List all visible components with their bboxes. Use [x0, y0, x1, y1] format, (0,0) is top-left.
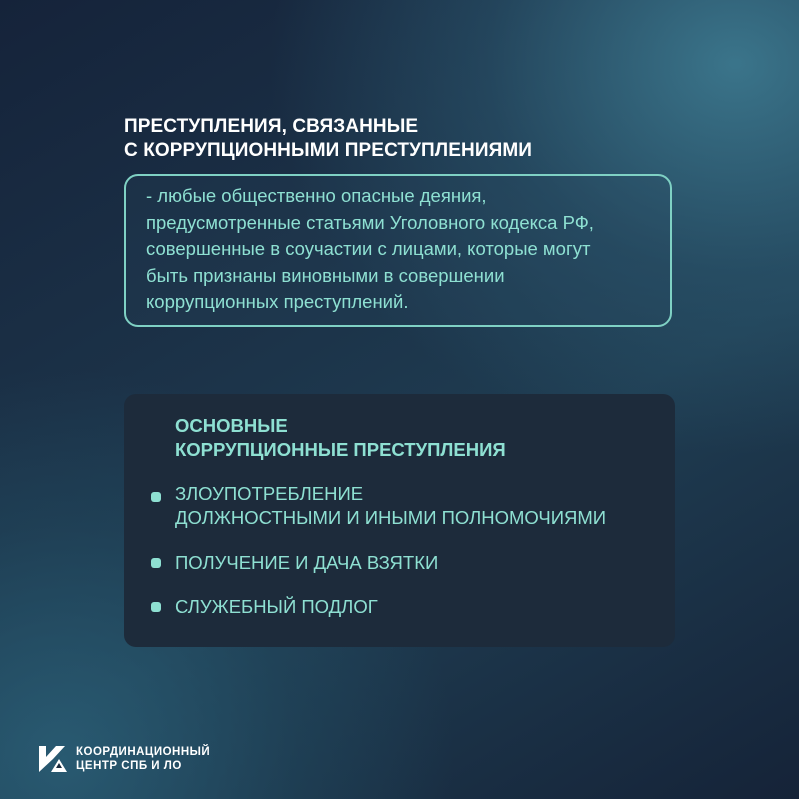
bullet-icon	[151, 602, 161, 612]
org-name-line-1: КООРДИНАЦИОННЫЙ	[76, 746, 211, 758]
bullet-icon	[151, 558, 161, 568]
list-item-text: ЗЛОУПОТРЕБЛЕНИЕ ДОЛЖНОСТНЫМИ И ИНЫМИ ПОЛНОМОЧИЯМИ	[175, 483, 607, 528]
list-item-text: СЛУЖЕБНЫЙ ПОДЛОГ	[175, 596, 378, 617]
kc-logo-icon	[37, 744, 67, 774]
definition-text: - любые общественно опасные деяния, предусмотренные статьями Уголовного кодекса РФ, совершенные в соучастии с лицами, которые могут быть признаны виновными в совершении коррупционных преступлений.	[146, 185, 594, 312]
bullet-icon	[151, 492, 161, 502]
page-title-line-1: ПРЕСТУПЛЕНИЯ, СВЯЗАННЫЕ	[124, 116, 419, 137]
definition-box	[124, 174, 672, 327]
panel-title	[175, 414, 506, 462]
org-name-line-2: ЦЕНТР СПБ И ЛО	[76, 760, 182, 772]
panel-title-line-1: ОСНОВНЫЕ	[175, 415, 288, 436]
page-title	[124, 115, 532, 163]
list-item-text: ПОЛУЧЕНИЕ И ДАЧА ВЗЯТКИ	[175, 552, 439, 573]
panel-title-line-2: КОРРУПЦИОННЫЕ ПРЕСТУПЛЕНИЯ	[175, 439, 506, 460]
org-name	[76, 745, 210, 773]
crimes-panel	[124, 394, 675, 647]
page-title-line-2: С КОРРУПЦИОННЫМИ ПРЕСТУПЛЕНИЯМИ	[124, 140, 533, 161]
